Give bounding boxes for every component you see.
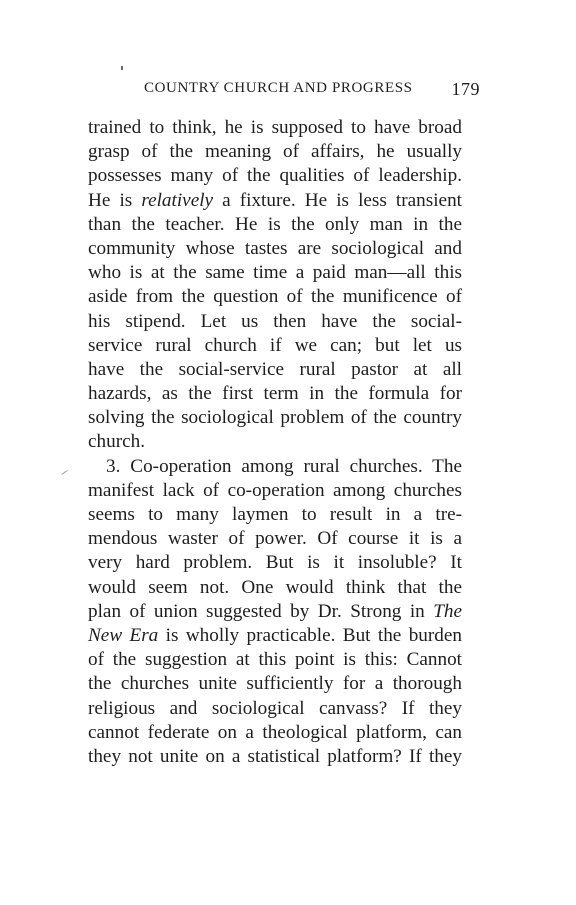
text-segment: have the social-service rural pastor at all xyxy=(88,358,462,380)
text-segment: 3. Co-operation among rural churches. The xyxy=(106,455,462,477)
text-line xyxy=(88,334,462,358)
text-line xyxy=(88,697,462,721)
text-line xyxy=(88,261,462,285)
text-segment: mendous waster of power. Of course it is a xyxy=(88,528,462,550)
text-line xyxy=(88,382,462,406)
text-line xyxy=(88,576,462,600)
italic-text: relatively xyxy=(141,189,214,211)
text-line xyxy=(88,430,462,454)
text-segment: solving the sociological problem of the country xyxy=(88,407,462,429)
text-segment: trained to think, he is supposed to have broad xyxy=(88,117,462,138)
text-segment: of the suggestion at this point is this: Cannot xyxy=(88,649,462,671)
text-line xyxy=(88,745,462,769)
italic-text: The xyxy=(433,600,462,622)
italic-text: New Era xyxy=(88,624,159,646)
text-line xyxy=(88,527,462,551)
text-segment: He is xyxy=(88,189,142,211)
printer-mark xyxy=(121,66,123,70)
text-segment: hazards, as the first term in the formula for xyxy=(88,383,462,405)
text-line xyxy=(88,503,462,527)
margin-pencil-mark xyxy=(61,470,67,475)
text-line xyxy=(88,213,462,237)
running-header xyxy=(144,80,480,102)
text-line xyxy=(88,237,462,261)
text-line xyxy=(88,310,462,334)
body-text xyxy=(88,116,462,769)
text-segment: church. xyxy=(88,431,146,453)
text-segment: grasp of the meaning of affairs, he usually xyxy=(88,141,462,163)
text-segment: very hard problem. But is it insoluble? It xyxy=(88,552,462,574)
text-line xyxy=(88,721,462,745)
text-segment: plan of union suggested by Dr. Strong in xyxy=(88,600,434,622)
text-segment: is wholly practicable. But the burden xyxy=(158,624,462,646)
text-segment: religious and sociological canvass? If they xyxy=(88,697,462,719)
text-line xyxy=(88,285,462,309)
text-line xyxy=(88,479,462,503)
text-segment: possesses many of the qualities of leadership. xyxy=(88,165,462,187)
text-segment: his stipend. Let us then have the social- xyxy=(88,310,462,332)
text-line xyxy=(88,116,462,140)
text-segment: would seem not. One would think that the xyxy=(88,576,462,598)
text-segment: community whose tastes are sociological and xyxy=(88,237,462,259)
text-line xyxy=(88,672,462,696)
text-segment: seems to many laymen to result in a tre- xyxy=(88,504,462,525)
text-line xyxy=(88,164,462,188)
text-line xyxy=(88,140,462,164)
text-line xyxy=(88,600,462,624)
text-line xyxy=(88,189,462,213)
text-line xyxy=(88,624,462,648)
text-line xyxy=(88,648,462,672)
text-segment: manifest lack of co-operation among churches xyxy=(88,479,462,501)
text-line xyxy=(88,358,462,382)
text-segment: service rural church if we can; but let us xyxy=(88,334,462,356)
page-number: 179 xyxy=(451,79,480,99)
text-line xyxy=(88,406,462,430)
text-segment: the churches unite sufficiently for a thorough xyxy=(88,673,462,695)
text-segment: than the teacher. He is the only man in the xyxy=(88,213,462,235)
text-segment: a fixture. He is less transient xyxy=(213,189,463,211)
text-segment: who is at the same time a paid man—all this xyxy=(88,262,462,284)
text-line xyxy=(88,455,462,479)
text-segment: they not unite on a statistical platform? If they xyxy=(88,745,462,767)
text-segment: aside from the question of the munificence of xyxy=(88,286,462,308)
text-line xyxy=(88,551,462,575)
running-title: COUNTRY CHURCH AND PROGRESS xyxy=(144,80,413,96)
text-segment: cannot federate on a theological platform, can xyxy=(88,721,462,743)
